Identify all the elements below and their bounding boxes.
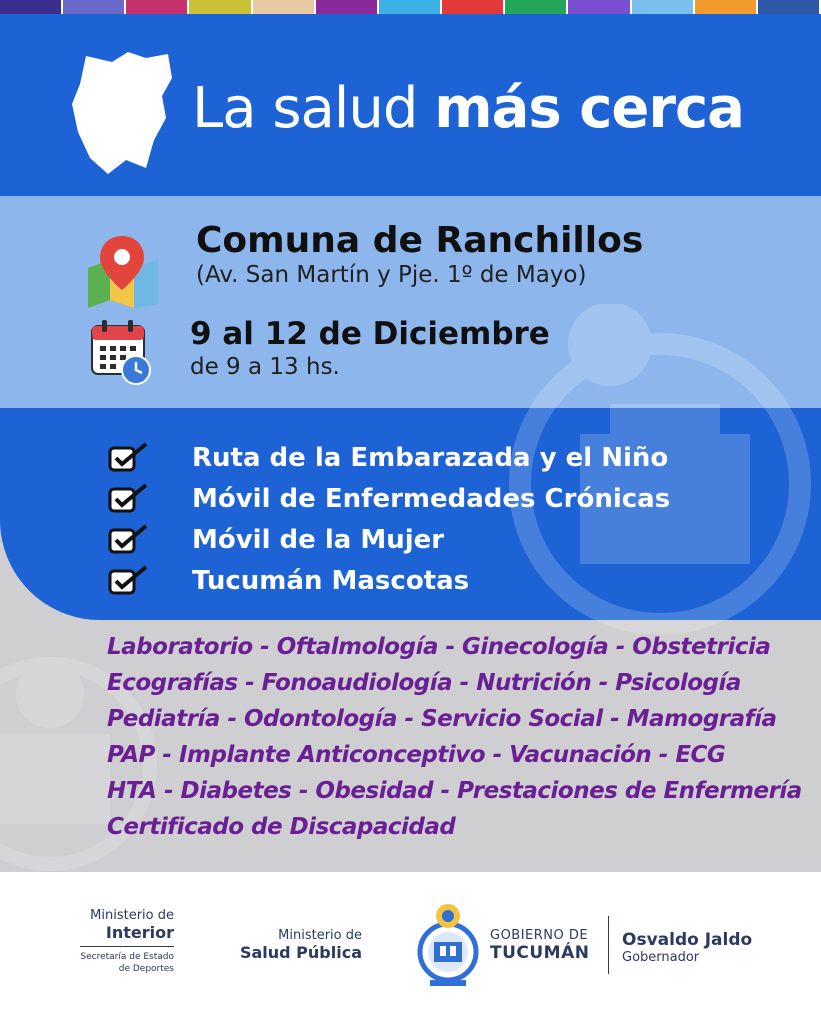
logo-text: TUCUMÁN	[490, 943, 590, 963]
logo-text: GOBIERNO DE	[490, 928, 589, 943]
title-light: La salud	[192, 76, 435, 141]
specialty-line: Pediatría - Odontología - Servicio Social - Mamografía	[107, 706, 777, 732]
logo-text: Salud Pública	[239, 943, 362, 962]
specialty-line: Laboratorio - Oftalmología - Ginecología - Obstetricia	[107, 634, 771, 660]
checkbox-icon	[108, 442, 150, 474]
event-hours: de 9 a 13 hs.	[190, 354, 340, 380]
logo-text: Ministerio de	[278, 928, 362, 943]
strip-segment	[505, 0, 566, 14]
divider	[608, 916, 609, 974]
governor-title: Gobernador	[622, 950, 700, 965]
gobierno-tucuman-text	[490, 928, 589, 963]
strip-segment	[63, 0, 124, 14]
event-dates: 9 al 12 de Diciembre	[190, 316, 550, 352]
map-location-icon	[84, 232, 164, 308]
specialty-line: Ecografías - Fonoaudiología - Nutrición - Psicología	[107, 670, 741, 696]
logo-text: de Deportes	[118, 964, 174, 974]
color-strip	[0, 0, 821, 14]
checkbox-icon	[108, 483, 150, 515]
checkbox-icon	[108, 565, 150, 597]
title-bold: más cerca	[434, 76, 744, 141]
calendar-clock-icon	[90, 320, 154, 386]
strip-segment	[442, 0, 503, 14]
list-item	[108, 560, 670, 601]
poster	[0, 14, 821, 872]
strip-segment	[253, 0, 314, 14]
logo-text: Ministerio de	[90, 908, 174, 923]
logo-text: Secretaría de Estado	[80, 952, 174, 962]
footer	[0, 872, 821, 1024]
page-title	[192, 76, 744, 141]
strip-segment	[126, 0, 187, 14]
specialty-line: HTA - Diabetes - Obesidad - Prestaciones de Enfermería	[107, 778, 802, 804]
header-banner	[0, 14, 821, 196]
strip-segment	[379, 0, 440, 14]
services-list	[108, 437, 670, 601]
place-name: Comuna de Ranchillos	[196, 220, 644, 261]
strip-segment	[695, 0, 756, 14]
ministerio-salud-logo	[230, 928, 362, 962]
specialty-line: Certificado de Discapacidad	[107, 814, 456, 840]
strip-segment	[632, 0, 693, 14]
service-label: Móvil de Enfermedades Crónicas	[192, 483, 671, 514]
governor-name: Osvaldo Jaldo	[622, 930, 753, 950]
specialties-list	[107, 629, 802, 845]
governor-credit	[622, 930, 752, 965]
strip-segment	[0, 0, 61, 14]
checkbox-icon	[108, 524, 150, 556]
service-label: Tucumán Mascotas	[192, 565, 470, 596]
list-item	[108, 478, 670, 519]
ministerio-interior-logo	[80, 908, 174, 975]
tucuman-emblem-icon	[416, 902, 480, 988]
strip-segment	[568, 0, 629, 14]
tucuman-map-icon	[68, 48, 176, 178]
strip-segment	[758, 0, 819, 14]
list-item	[108, 437, 670, 478]
divider	[80, 946, 174, 947]
list-item	[108, 519, 670, 560]
place-address: (Av. San Martín y Pje. 1º de Mayo)	[196, 262, 587, 288]
specialty-line: PAP - Implante Anticonceptivo - Vacunación - ECG	[107, 742, 726, 768]
strip-segment	[189, 0, 250, 14]
strip-segment	[316, 0, 377, 14]
service-label: Móvil de la Mujer	[192, 524, 445, 555]
service-label: Ruta de la Embarazada y el Niño	[192, 442, 669, 473]
logo-text: Interior	[105, 923, 174, 942]
